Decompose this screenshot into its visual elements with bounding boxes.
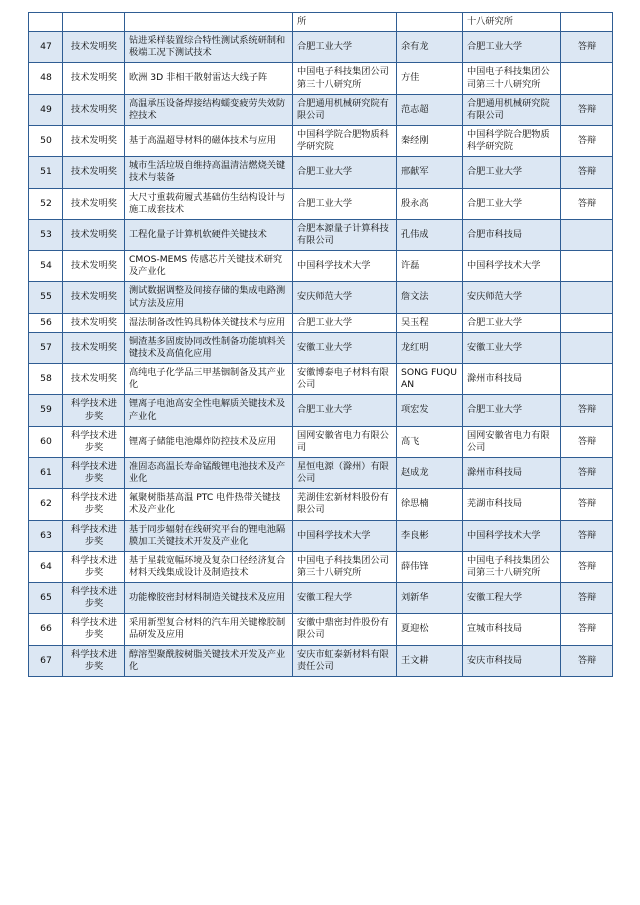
cell-completing-person: 方佳	[397, 63, 463, 94]
cell-completing-organization: 星恒电源（滁州）有限公司	[293, 457, 397, 488]
table-row	[29, 364, 613, 395]
cell-project-title: 氟聚树脂基高温 PTC 电件热带关键技术及产业化	[125, 489, 293, 520]
award-list-table	[28, 12, 613, 677]
cell-project-title: 锂离子储能电池爆炸防控技术及应用	[125, 426, 293, 457]
cell-project-title: 欧洲 3D 非相干散射雷达大线子阵	[125, 63, 293, 94]
cell-completing-organization: 芜湖佳宏新材料股份有限公司	[293, 489, 397, 520]
cell-completing-person: 刘新华	[397, 583, 463, 614]
cell-recommending-unit: 国网安徽省电力有限公司	[463, 426, 561, 457]
cell-serial-number: 54	[29, 251, 63, 282]
cell-completing-organization: 安徽工程大学	[293, 583, 397, 614]
cell-defense-flag: 答辩	[561, 188, 613, 219]
cell-project-title: 醇溶型聚酰胺树脂关键技术开发及产业化	[125, 645, 293, 676]
cell-completing-organization: 合肥本源量子计算科技有限公司	[293, 219, 397, 250]
cell-serial-number: 66	[29, 614, 63, 645]
cell-completing-organization: 合肥工业大学	[293, 32, 397, 63]
cell-defense-flag: 答辩	[561, 645, 613, 676]
cell-completing-person: 龙红明	[397, 332, 463, 363]
table-row	[29, 13, 613, 32]
cell-award-category: 技术发明奖	[63, 282, 125, 313]
cell-recommending-unit: 合肥工业大学	[463, 32, 561, 63]
cell-project-title: CMOS-MEMS 传感芯片关键技术研究及产业化	[125, 251, 293, 282]
cell-defense-flag: 答辩	[561, 457, 613, 488]
cell-defense-flag: 答辩	[561, 157, 613, 188]
cell-recommending-unit: 合肥通用机械研究院有限公司	[463, 94, 561, 125]
cell-recommending-unit: 合肥工业大学	[463, 188, 561, 219]
cell-completing-person	[397, 13, 463, 32]
table-row	[29, 614, 613, 645]
table-row	[29, 32, 613, 63]
table-row	[29, 282, 613, 313]
cell-defense-flag: 答辩	[561, 94, 613, 125]
cell-completing-person: 范志超	[397, 94, 463, 125]
cell-project-title: 锂离子电池高安全性电解质关键技术及产业化	[125, 395, 293, 426]
cell-serial-number: 64	[29, 551, 63, 582]
table-row	[29, 395, 613, 426]
cell-completing-person: 夏迎松	[397, 614, 463, 645]
cell-project-title: 工程化量子计算机软硬件关键技术	[125, 219, 293, 250]
cell-defense-flag: 答辩	[561, 426, 613, 457]
cell-defense-flag	[561, 63, 613, 94]
cell-serial-number: 60	[29, 426, 63, 457]
table-row	[29, 645, 613, 676]
cell-completing-person: 余有龙	[397, 32, 463, 63]
cell-award-category: 技术发明奖	[63, 63, 125, 94]
cell-project-title	[125, 13, 293, 32]
table-body	[29, 13, 613, 677]
cell-project-title: 钻进采样装置综合特性测试系统研制和极端工况下测试技术	[125, 32, 293, 63]
cell-serial-number: 59	[29, 395, 63, 426]
table-row	[29, 457, 613, 488]
cell-serial-number: 48	[29, 63, 63, 94]
cell-award-category: 科学技术进步奖	[63, 520, 125, 551]
cell-completing-person: 殷永高	[397, 188, 463, 219]
cell-award-category: 科学技术进步奖	[63, 426, 125, 457]
cell-serial-number	[29, 13, 63, 32]
cell-serial-number: 51	[29, 157, 63, 188]
cell-completing-person: 王文耕	[397, 645, 463, 676]
cell-completing-person: 项宏发	[397, 395, 463, 426]
cell-serial-number: 65	[29, 583, 63, 614]
cell-recommending-unit: 中国科学技术大学	[463, 251, 561, 282]
cell-recommending-unit: 中国科学院合肥物质科学研究院	[463, 125, 561, 156]
cell-completing-organization: 中国电子科技集团公司第三十八研究所	[293, 63, 397, 94]
table-row	[29, 63, 613, 94]
cell-completing-organization: 国网安徽省电力有限公司	[293, 426, 397, 457]
cell-award-category: 科学技术进步奖	[63, 489, 125, 520]
cell-completing-organization: 安徽博泰电子材料有限公司	[293, 364, 397, 395]
cell-completing-person: 秦经刚	[397, 125, 463, 156]
cell-serial-number: 63	[29, 520, 63, 551]
cell-award-category: 科学技术进步奖	[63, 457, 125, 488]
cell-defense-flag: 答辩	[561, 32, 613, 63]
cell-defense-flag: 答辩	[561, 125, 613, 156]
cell-award-category: 技术发明奖	[63, 125, 125, 156]
cell-recommending-unit: 宣城市科技局	[463, 614, 561, 645]
cell-completing-person: 高飞	[397, 426, 463, 457]
cell-completing-person: 孔伟成	[397, 219, 463, 250]
cell-serial-number: 61	[29, 457, 63, 488]
cell-completing-organization: 中国科学技术大学	[293, 520, 397, 551]
cell-recommending-unit: 芜湖市科技局	[463, 489, 561, 520]
cell-serial-number: 67	[29, 645, 63, 676]
cell-award-category: 技术发明奖	[63, 219, 125, 250]
cell-project-title: 湿法制备改性钨具粉体关键技术与应用	[125, 313, 293, 332]
cell-recommending-unit: 安徽工程大学	[463, 583, 561, 614]
cell-project-title: 基于星载宽幅环境及复杂口径经济复合材料天线集成设计及制造技术	[125, 551, 293, 582]
cell-award-category: 技术发明奖	[63, 313, 125, 332]
cell-serial-number: 53	[29, 219, 63, 250]
cell-project-title: 城市生活垃圾自维持高温清洁燃烧关键技术与装备	[125, 157, 293, 188]
cell-project-title: 采用新型复合材料的汽车用关键橡胶制品研发及应用	[125, 614, 293, 645]
cell-recommending-unit: 合肥工业大学	[463, 313, 561, 332]
cell-recommending-unit: 十八研究所	[463, 13, 561, 32]
cell-recommending-unit: 安徽工业大学	[463, 332, 561, 363]
cell-defense-flag	[561, 364, 613, 395]
cell-defense-flag	[561, 251, 613, 282]
table-row	[29, 313, 613, 332]
cell-award-category: 科学技术进步奖	[63, 614, 125, 645]
table-row	[29, 426, 613, 457]
cell-completing-organization: 安徽工业大学	[293, 332, 397, 363]
cell-completing-person: 许磊	[397, 251, 463, 282]
cell-project-title: 高纯电子化学品三甲基铟制备及其产业化	[125, 364, 293, 395]
cell-completing-organization: 所	[293, 13, 397, 32]
cell-serial-number: 49	[29, 94, 63, 125]
cell-completing-person: SONG FUQUAN	[397, 364, 463, 395]
cell-award-category: 技术发明奖	[63, 332, 125, 363]
table-row	[29, 332, 613, 363]
cell-completing-organization: 中国科学技术大学	[293, 251, 397, 282]
table-row	[29, 94, 613, 125]
cell-award-category	[63, 13, 125, 32]
cell-award-category: 技术发明奖	[63, 32, 125, 63]
table-row	[29, 489, 613, 520]
cell-award-category: 技术发明奖	[63, 157, 125, 188]
cell-project-title: 准固态高温长寿命锰酸锂电池技术及产业化	[125, 457, 293, 488]
cell-defense-flag: 答辩	[561, 583, 613, 614]
cell-completing-organization: 中国科学院合肥物质科学研究院	[293, 125, 397, 156]
cell-serial-number: 57	[29, 332, 63, 363]
cell-defense-flag: 答辩	[561, 395, 613, 426]
cell-defense-flag	[561, 313, 613, 332]
cell-completing-person: 李良彬	[397, 520, 463, 551]
cell-award-category: 科学技术进步奖	[63, 551, 125, 582]
cell-award-category: 技术发明奖	[63, 188, 125, 219]
cell-defense-flag	[561, 13, 613, 32]
cell-recommending-unit: 滁州市科技局	[463, 457, 561, 488]
cell-recommending-unit: 中国科学技术大学	[463, 520, 561, 551]
cell-completing-organization: 安庆市虹泰新材料有限责任公司	[293, 645, 397, 676]
cell-completing-organization: 安庆师范大学	[293, 282, 397, 313]
table-row	[29, 157, 613, 188]
cell-serial-number: 50	[29, 125, 63, 156]
cell-recommending-unit: 安庆师范大学	[463, 282, 561, 313]
cell-completing-organization: 合肥通用机械研究院有限公司	[293, 94, 397, 125]
cell-completing-organization: 安徽中鼎密封件股份有限公司	[293, 614, 397, 645]
cell-defense-flag: 答辩	[561, 551, 613, 582]
table-row	[29, 520, 613, 551]
cell-project-title: 功能橡胶密封材料制造关键技术及应用	[125, 583, 293, 614]
cell-completing-person: 邢献军	[397, 157, 463, 188]
table-row	[29, 219, 613, 250]
cell-award-category: 科学技术进步奖	[63, 395, 125, 426]
cell-completing-person: 徐思楠	[397, 489, 463, 520]
cell-recommending-unit: 安庆市科技局	[463, 645, 561, 676]
cell-defense-flag	[561, 282, 613, 313]
cell-serial-number: 55	[29, 282, 63, 313]
cell-award-category: 技术发明奖	[63, 364, 125, 395]
cell-defense-flag: 答辩	[561, 489, 613, 520]
cell-recommending-unit: 中国电子科技集团公司第三十八研究所	[463, 63, 561, 94]
cell-project-title: 基于高温超导材料的磁体技术与应用	[125, 125, 293, 156]
cell-award-category: 技术发明奖	[63, 251, 125, 282]
cell-recommending-unit: 中国电子科技集团公司第三十八研究所	[463, 551, 561, 582]
cell-serial-number: 58	[29, 364, 63, 395]
table-row	[29, 251, 613, 282]
cell-serial-number: 56	[29, 313, 63, 332]
cell-award-category: 科学技术进步奖	[63, 583, 125, 614]
cell-completing-organization: 中国电子科技集团公司第三十八研究所	[293, 551, 397, 582]
table-row	[29, 551, 613, 582]
cell-recommending-unit: 合肥市科技局	[463, 219, 561, 250]
cell-completing-organization: 合肥工业大学	[293, 188, 397, 219]
cell-completing-person: 吴玉程	[397, 313, 463, 332]
table-row	[29, 125, 613, 156]
cell-completing-organization: 合肥工业大学	[293, 157, 397, 188]
cell-project-title: 大尺寸重载荷履式基础仿生结构设计与施工成套技术	[125, 188, 293, 219]
table-row	[29, 188, 613, 219]
cell-project-title: 铜渣基多固废协同改性制备功能填料关键技术及高值化应用	[125, 332, 293, 363]
cell-recommending-unit: 合肥工业大学	[463, 395, 561, 426]
cell-completing-person: 赵成龙	[397, 457, 463, 488]
cell-completing-organization: 合肥工业大学	[293, 313, 397, 332]
cell-completing-organization: 合肥工业大学	[293, 395, 397, 426]
cell-defense-flag: 答辩	[561, 520, 613, 551]
cell-completing-person: 詹文法	[397, 282, 463, 313]
cell-serial-number: 62	[29, 489, 63, 520]
table-row	[29, 583, 613, 614]
cell-serial-number: 47	[29, 32, 63, 63]
cell-defense-flag	[561, 219, 613, 250]
cell-award-category: 技术发明奖	[63, 94, 125, 125]
cell-defense-flag	[561, 332, 613, 363]
cell-defense-flag: 答辩	[561, 614, 613, 645]
cell-serial-number: 52	[29, 188, 63, 219]
cell-project-title: 高温承压设备焊接结构蠕变疲劳失效防控技术	[125, 94, 293, 125]
cell-recommending-unit: 合肥工业大学	[463, 157, 561, 188]
cell-project-title: 基于同步辐射在线研究平台的锂电池隔膜加工关键技术开发及产业化	[125, 520, 293, 551]
cell-completing-person: 薛伟锋	[397, 551, 463, 582]
cell-project-title: 测试数据调整及间接存储的集成电路测试方法及应用	[125, 282, 293, 313]
cell-award-category: 科学技术进步奖	[63, 645, 125, 676]
cell-recommending-unit: 滁州市科技局	[463, 364, 561, 395]
